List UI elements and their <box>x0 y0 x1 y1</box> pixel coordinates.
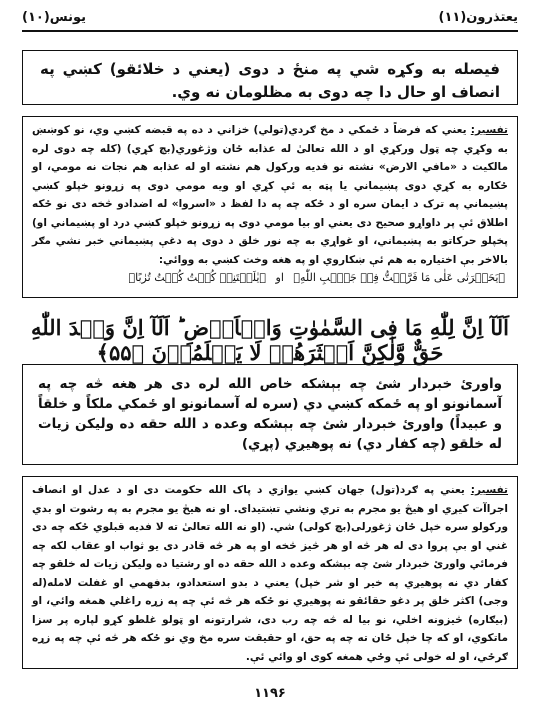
tafsir-text: یعني که فرضاً د ځمکي د مخ ګردي(تولي) خزاني د ده په قبضه کښي وي، نو کوښښ به وکړي چه ټول ورکړي او د الله تعالیٰ له عذابه ځان وژغوري(بچ کړي) (کله چه دوی لره مالکیت د «مافي الارض» نشته نو فدیه ورکول هم نشته او له عذابه هم نجات نه مومي، او ځکاره به کړي دوی پښیماني یا پټه به ئې کړي او ویه مومي دوی په زړونو خپلو کښي پښیماني په ترک د ایمان سره او د ځکه چه په دا لفظ د «اسروا» له اضدادو څخه دی نو ځکه اطلاق ئې پر داواړو صحیح دی یعني او بیا مومي دوی په زړونو خپلو کښي درد او پښیماني او) پخپلو حرکاتو به پښیماني، او غواړي به چه نور خلق د دوی په دغې پښیماني خبر نشي مګر بالاخر بې اختیاره به هم ئې ښکاروي او په هغه وخت کښي به ووائي: <box>32 124 508 266</box>
tafsir-label: تفسیر: <box>470 484 508 496</box>
tafsir-text: یعني په ګرد(تول) جهان کښي یوازي د پاک الله حکومت دی او د عدل او انصاف اجراآت کیږي او هیڅ یو مجرم به تري ونشي تښتیدای. او نه هیڅ یو مجرم به په رشوت او بدي ورکولو سره خپل ځان ژغورلی(بچ کولی) شي. (او نه الله تعالیٰ ته لا فدیه قبلوي ځکه چه دی غني او بې پروا دی له هر څه او هر څیز څخه او په هر څه قادر دی یو ثواب او عقاب لکه چه فرمائي واورئ خبردار شئ چه بېشکه وعده د الله حقه ده او رشتیا ده ولیکن زیات له خلقو چه کفار دي نه پوهیږي په خیر او شر خپل) یعني د بدو استعدادو، بدفهمي او غفلت لامله(له وجی) اکثر خلق پر دغو حقائقو نه پوهیږي نو ځکه هر څه ئې چه په زړه راغلي همغه وائي، او (بیګاره) څیزونه اخلي، نو بیا له څه چه رب دی، شرارتونه او ټولو غلطو کړو لپاره پر سزا ماتکوي، او که چا خپل ځان ته چه په حق، او حقیقت سره مخ وي نو ځکه هر څه ئې چه په زړه ګرځي، او له خولی ئې وځي همغه کوی او وائي ئې. <box>32 484 508 663</box>
quoted-ayah: ﴿یَحَسۡرَتٰی عَلٰی مَا فَرَّطۡتُّ فِیۡ جَنۡۢبِ اللّٰهِ﴾ <box>293 271 505 284</box>
header-rule <box>22 30 518 32</box>
tafsir-label: تفسیر: <box>470 124 508 136</box>
tafsir-box-1 <box>22 116 518 298</box>
translation-mid: واورئ خبردار شئ چه بېشکه خاص الله لره دی هر هغه څه چه په آسمانونو او په ځمکه کښي دي (سره له آسمانونو او ځمکي ملکاً و خلقاً و عبیداً) واورئ خبردار شئ چه بېشکه وعده د الله حقه ده ولیکن زیات له خلقو (چه کفار دي) نه پوهیږي (پړي) <box>38 376 502 452</box>
page-number: ۱۱۹۶ <box>254 686 286 701</box>
tafsir-box-2 <box>22 476 518 669</box>
translation-top: فیصله به وکړه شي په منځ د دوی (یعني د خلائقو) کښي په انصاف او حال دا چه دوی به مظلومان نه وي. <box>40 60 500 101</box>
header-juz: یعتذرون(۱۱) <box>438 10 518 25</box>
tafsir-ayah-quote <box>32 271 508 284</box>
conjunction: او <box>275 271 284 284</box>
tafsir-1 <box>32 121 508 269</box>
quran-verse: اَلَآ اِنَّ لِلّٰهِ مَا فِی السَّمٰوٰتِ وَالۡاَرۡضِ ؕ اَلَآ اِنَّ وَعۡدَ اللّٰهِ حَقٌّ وَّلٰکِنَّ اَکۡثَرَهُمۡ لَا یَعۡلَمُوۡنَ ﴿۵۵﴾ <box>30 315 510 365</box>
quoted-ayah: ﴿یٰلَیۡتَنِیۡ کُنۡتُ کُنۡتُ تُرٰبًا﴾ <box>128 271 267 284</box>
header-surah: یونس(۱۰) <box>22 10 87 25</box>
running-header <box>22 8 518 28</box>
tafsir-2 <box>32 481 508 666</box>
